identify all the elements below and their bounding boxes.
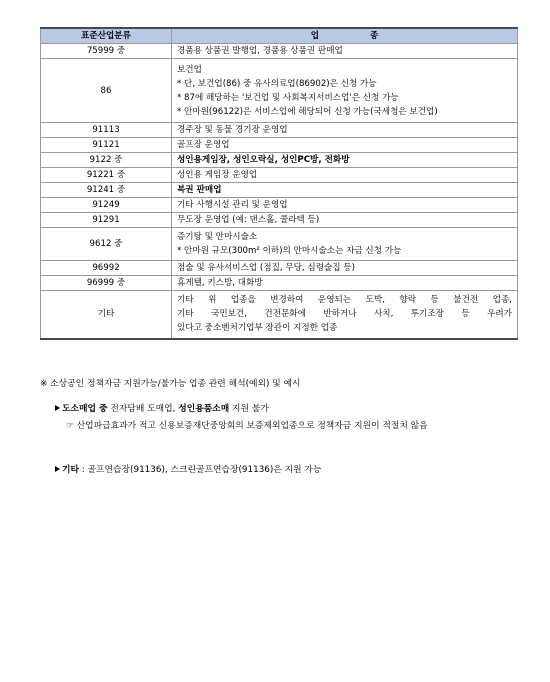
row-code: 96999 중 [41, 276, 172, 291]
row-desc-line: 무도장 운영업 (예: 댄스홀, 콜라텍 등) [177, 215, 320, 225]
table-row [41, 44, 518, 59]
table-row [41, 213, 518, 228]
table-row [41, 276, 518, 291]
row-desc [172, 183, 518, 198]
row-desc [172, 228, 518, 261]
row-code: 96992 [41, 261, 172, 276]
row-desc-line: 복권 판매업 [177, 185, 222, 195]
row-desc [172, 276, 518, 291]
row-desc [172, 153, 518, 168]
note-item-text: 전자담배 도매업, [107, 404, 179, 414]
note-item-label: 기타 [62, 465, 79, 475]
table-row [41, 153, 518, 168]
table-row [41, 198, 518, 213]
note-subitem [66, 418, 522, 435]
row-code: 86 [41, 59, 172, 123]
table-row [41, 59, 518, 123]
row-desc-line: 골프장 운영업 [177, 140, 230, 150]
row-desc-line: 휴게텔, 키스방, 대화방 [177, 278, 263, 288]
row-desc-line: 기타 위 업종을 변경하여 운영되는 도박, 향락 등 불건전 업종, [177, 295, 512, 306]
note-item-wholesale [55, 401, 269, 414]
row-code: 91221 중 [41, 168, 172, 183]
row-desc-line: 증기탕 및 안마시술소 [177, 232, 258, 242]
table-header-row [41, 28, 518, 44]
table-row [41, 261, 518, 276]
row-desc [172, 44, 518, 59]
header-industry: 업 종 [172, 28, 518, 44]
row-code: 기타 [41, 291, 172, 339]
note-subitem-text: 산업파급효과가 적고 신용보증재단중앙회의 보증제외업종으로 정책자금 지원이 적절치 않음 [76, 421, 428, 431]
table-row [41, 168, 518, 183]
pointing-hand-icon: ☞ [66, 421, 74, 431]
row-desc-line: 보건업 [177, 64, 202, 75]
note-item-bold-text: 성인용품소매 [178, 404, 230, 414]
row-desc-line: * 안마원 규모(300m² 이하)의 안마시술소는 자금 신청 가능 [177, 246, 402, 256]
note-item-text: : 골프연습장(91136), 스크린골프연습장(91136)은 지원 가능 [79, 465, 322, 475]
row-code: 91113 [41, 123, 172, 138]
notes-title: ※ 소상공인 정책자금 지원가능/불가능 업종 관련 해석(예외) 및 예시 [40, 379, 301, 389]
row-desc-line: 성인용게임장, 성인오락실, 성인PC방, 전화방 [177, 155, 350, 165]
row-desc-line: 경품용 상품권 발행업, 경품용 상품권 판매업 [177, 46, 343, 56]
row-desc-line: 있다고 중소벤처기업부 장관이 지정한 업종 [177, 323, 338, 334]
row-desc [172, 213, 518, 228]
row-code: 75999 중 [41, 44, 172, 59]
row-code: 91249 [41, 198, 172, 213]
row-code: 91121 [41, 138, 172, 153]
row-desc [172, 123, 518, 138]
row-desc [172, 59, 518, 123]
table-row [41, 291, 518, 339]
table-row [41, 138, 518, 153]
row-desc-line: * 단, 보건업(86) 중 유사의료업(86902)은 신청 가능 [177, 78, 377, 89]
row-desc [172, 168, 518, 183]
row-code: 91291 [41, 213, 172, 228]
row-desc [172, 138, 518, 153]
note-item-text-end: 지원 불가 [229, 404, 269, 414]
header-classification: 표준산업분류 [41, 28, 172, 44]
row-desc-line: * 87에 해당하는 '보건업 및 사회복지서비스업'은 신청 가능 [177, 92, 399, 103]
row-code: 9122 중 [41, 153, 172, 168]
row-code: 9612 중 [41, 228, 172, 261]
industry-table [40, 27, 518, 340]
row-code: 91241 중 [41, 183, 172, 198]
row-desc-line: * 안마원(96122)은 서비스업에 해당되어 신청 가능(국세청은 보건업) [177, 106, 438, 117]
row-desc [172, 261, 518, 276]
table-row [41, 123, 518, 138]
note-item-label: 도소매업 중 [62, 404, 108, 414]
row-desc [172, 291, 518, 339]
note-item-other [55, 462, 321, 475]
row-desc-line: 경주장 및 동물 경기장 운영업 [177, 125, 288, 135]
row-desc-line: 기타 사행시설 관리 및 운영업 [177, 200, 288, 210]
triangle-bullet-icon [55, 405, 60, 411]
row-desc-line: 점술 및 유사서비스업 (점집, 무당, 심령술집 등) [177, 263, 355, 273]
triangle-bullet-icon [55, 466, 60, 472]
row-desc-line: 기타 국민보건, 건전문화에 반하거나 사치, 투기조장 등 우려가 [177, 309, 512, 320]
table-row [41, 228, 518, 261]
row-desc-line: 성인용 게임장 운영업 [177, 170, 258, 180]
table-row [41, 183, 518, 198]
row-desc [172, 198, 518, 213]
